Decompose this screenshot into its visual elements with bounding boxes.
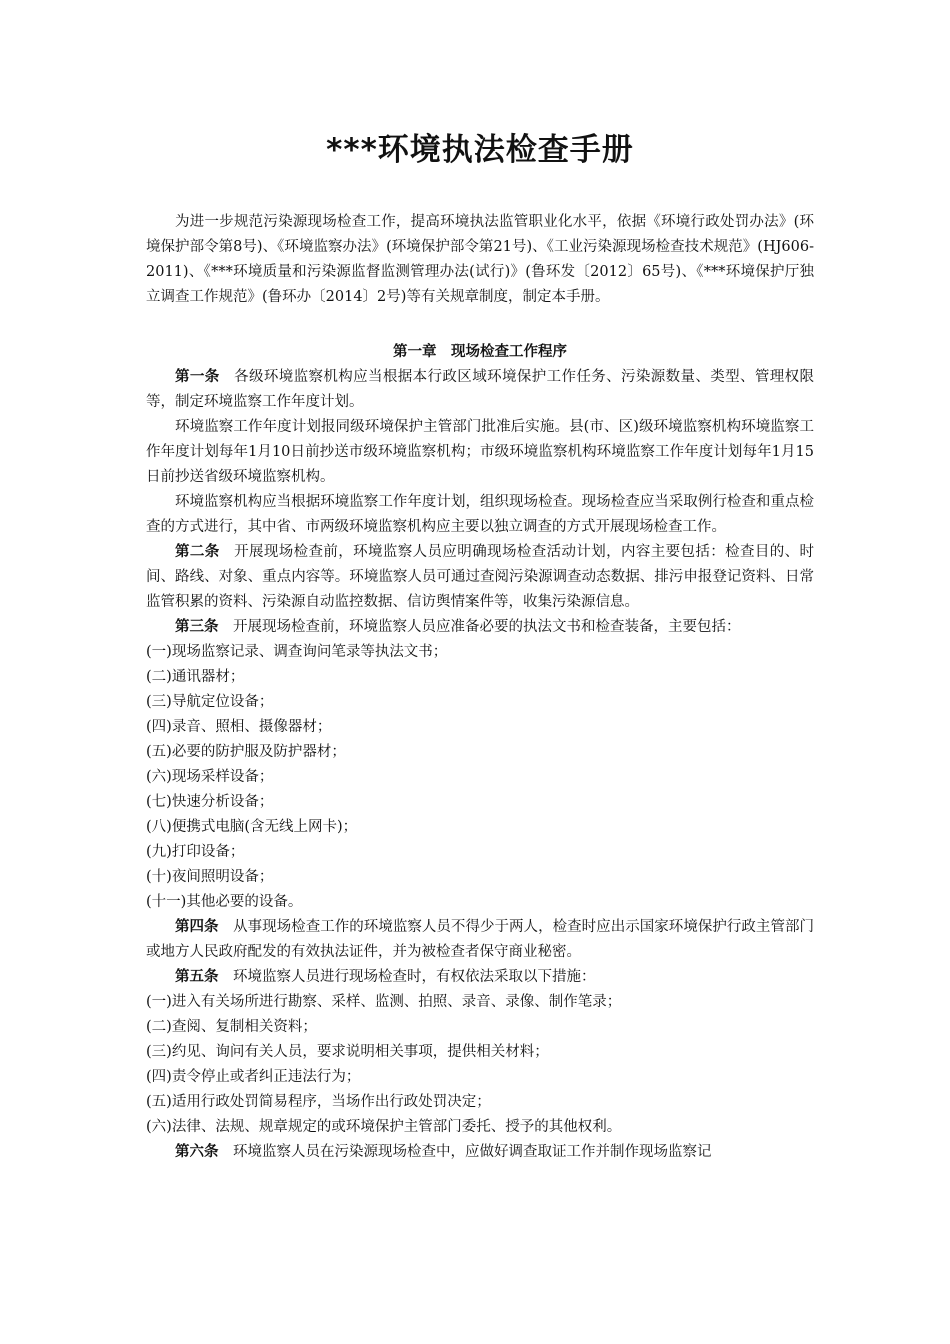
list-item: (一)进入有关场所进行勘察、采样、监测、拍照、录音、录像、制作笔录；	[146, 994, 622, 1010]
article-5-list	[146, 990, 814, 1140]
list-item: (八)便携式电脑(含无线上网卡)；	[146, 819, 358, 835]
document-page	[146, 120, 814, 1165]
article-2	[146, 540, 814, 615]
article-text: 开展现场检查前，环境监察人员应准备必要的执法文书和检查装备，主要包括：	[233, 619, 741, 635]
article-text: 开展现场检查前，环境监察人员应明确现场检查活动计划，内容主要包括：检查目的、时间、路线、对象、重点内容等。环境监察人员可通过查阅污染源调查动态数据、排污申报登记资料、日常监管积累的资料、污染源自动监控数据、信访舆情案件等，收集污染源信息。	[146, 544, 815, 610]
list-item: (二)通讯器材；	[146, 669, 245, 685]
list-item: (十)夜间照明设备；	[146, 869, 274, 885]
list-item: (五)必要的防护服及防护器材；	[146, 744, 346, 760]
list-item: (五)适用行政处罚简易程序，当场作出行政处罚决定；	[146, 1094, 491, 1110]
article-3	[146, 615, 814, 640]
article-text: 环境监察人员进行现场检查时，有权依法采取以下措施：	[233, 969, 596, 985]
list-item: (一)现场监察记录、调查询问笔录等执法文书；	[146, 644, 448, 660]
list-item: (六)法律、法规、规章规定的或环境保护主管部门委托、授予的其他权利。	[146, 1119, 622, 1135]
intro-paragraph: 为进一步规范污染源现场检查工作，提高环境执法监管职业化水平，依据《环境行政处罚办法》(环境保护部令第8号)、《环境监察办法》(环境保护部令第21号)、《工业污染源现场检查技术规范》(HJ606-2011)、《***环境质量和污染源监督监测管理办法(试行)》(鲁环发〔2012〕65号)、《***环境保护厅独立调查工作规范》(鲁环办〔2014〕2号)等有关规章制度，制定本手册。	[146, 214, 814, 305]
article-label: 第五条	[175, 969, 219, 985]
list-item: (二)查阅、复制相关资料；	[146, 1019, 317, 1035]
article-label: 第一条	[175, 369, 220, 385]
list-item: (四)责令停止或者纠正违法行为；	[146, 1069, 361, 1085]
article-6	[146, 1140, 814, 1165]
list-item: (九)打印设备；	[146, 844, 245, 860]
article-label: 第六条	[175, 1144, 219, 1160]
article-label: 第二条	[175, 544, 220, 560]
article-4	[146, 915, 814, 965]
article-text: 从事现场检查工作的环境监察人员不得少于两人，检查时应出示国家环境保护行政主管部门或地方人民政府配发的有效执法证件，并为被检查者保守商业秘密。	[146, 919, 815, 960]
article-label: 第四条	[175, 919, 219, 935]
article-text: 环境监察人员在污染源现场检查中，应做好调查取证工作并制作现场监察记	[233, 1144, 712, 1160]
article-1-paragraph-2: 环境监察工作年度计划报同级环境保护主管部门批准后实施。县(市、区)级环境监察机构环境监察工作年度计划每年1月10日前抄送市级环境监察机构；市级环境监察机构环境监察工作年度计划每年1月15日前抄送省级环境监察机构。	[146, 419, 814, 485]
list-item: (三)导航定位设备；	[146, 694, 274, 710]
article-5	[146, 965, 814, 990]
list-item: (六)现场采样设备；	[146, 769, 274, 785]
article-3-list	[146, 640, 814, 915]
chapter-heading: 第一章 现场检查工作程序	[393, 344, 567, 360]
article-label: 第三条	[175, 619, 219, 635]
list-item: (七)快速分析设备；	[146, 794, 274, 810]
list-item: (四)录音、照相、摄像器材；	[146, 719, 332, 735]
document-title: ***环境执法检查手册	[326, 132, 634, 168]
article-text: 各级环境监察机构应当根据本行政区域环境保护工作任务、污染源数量、类型、管理权限等，制定环境监察工作年度计划。	[146, 369, 815, 410]
article-1-paragraph-3: 环境监察机构应当根据环境监察工作年度计划，组织现场检查。现场检查应当采取例行检查和重点检查的方式进行，其中省、市两级环境监察机构应主要以独立调查的方式开展现场检查工作。	[146, 494, 814, 535]
list-item: (十一)其他必要的设备。	[146, 894, 303, 910]
list-item: (三)约见、询问有关人员，要求说明相关事项，提供相关材料；	[146, 1044, 549, 1060]
article-1	[146, 365, 814, 415]
